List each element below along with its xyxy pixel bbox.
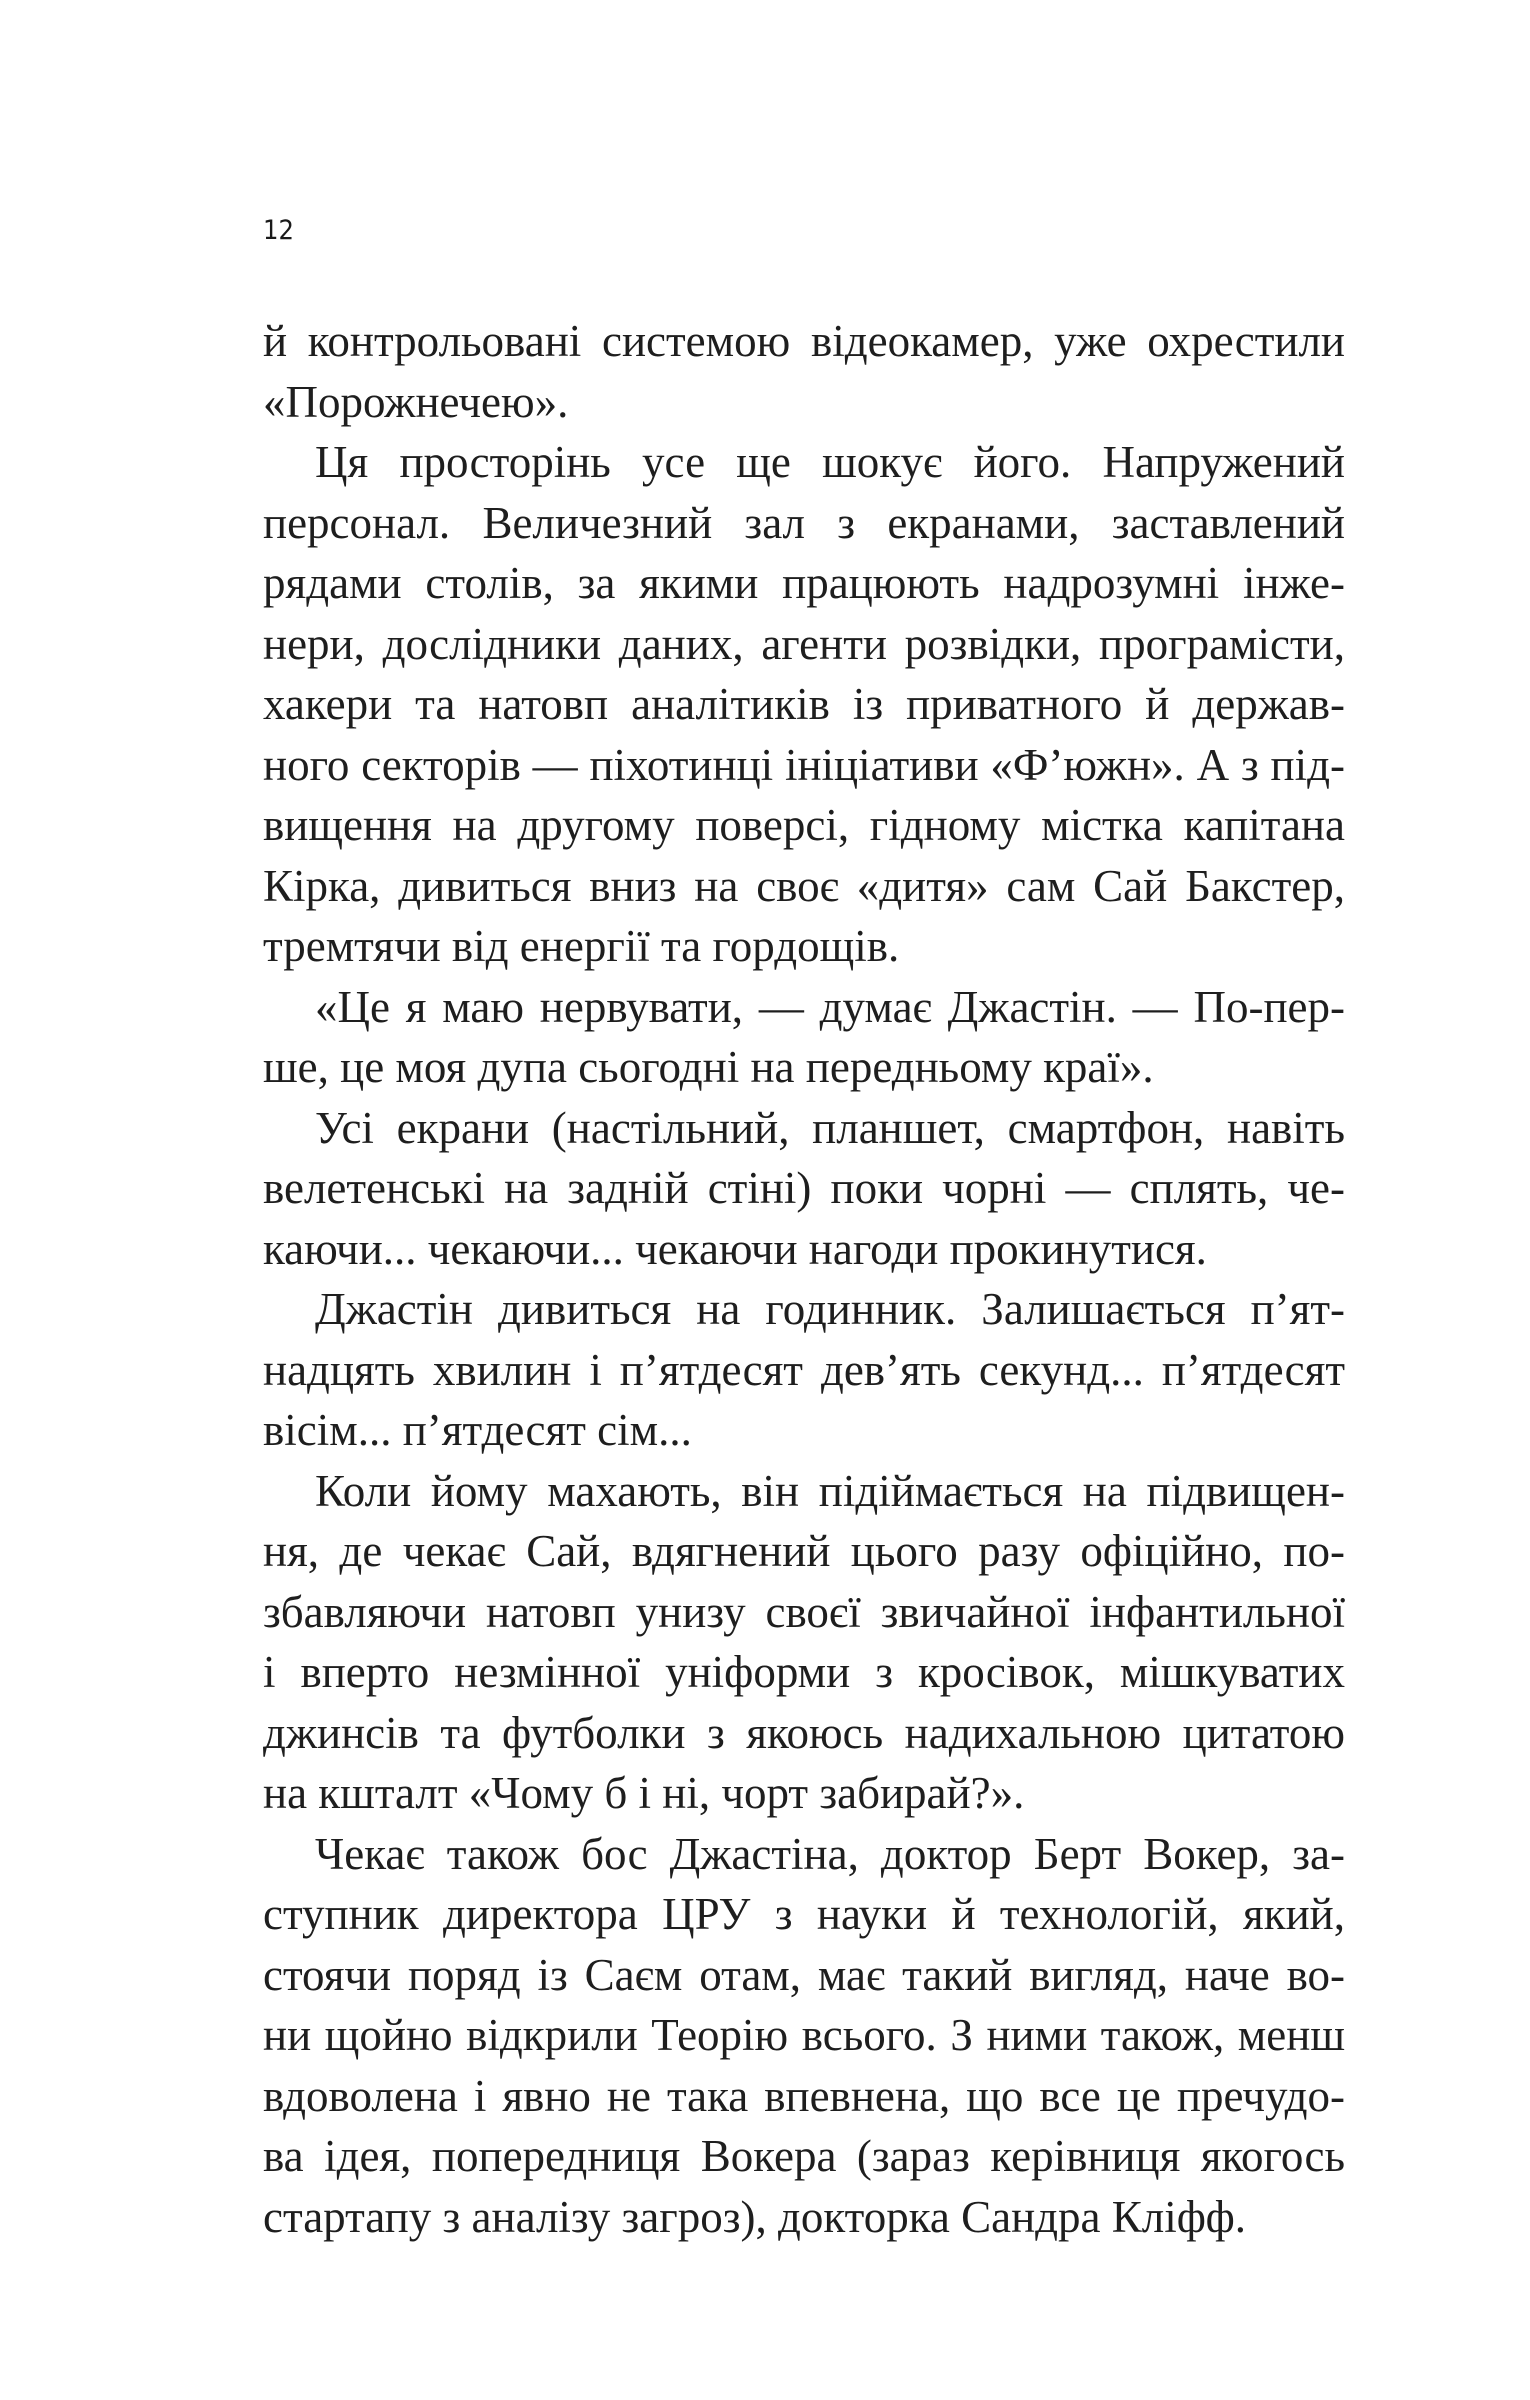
text-line: стоячи поряд із Саєм отам, має такий вигляд, наче во- (263, 1949, 1345, 2000)
text-line: тремтячи від енергії та гордощів. (263, 921, 900, 971)
body-text (263, 311, 1345, 2247)
page-number: 12 (263, 215, 294, 246)
text-line: джинсів та футболки з якоюсь надихальною цитатою (263, 1707, 1345, 1758)
text-line: вісім... п’ятдесят сім... (263, 1405, 692, 1455)
text-line: ше, це моя дупа сьогодні на передньому краї». (263, 1042, 1154, 1092)
text-line: рядами столів, за якими працюють надрозумні інже- (263, 558, 1345, 608)
text-line: нери, дослідники даних, агенти розвідки, програмісти, (263, 618, 1345, 669)
text-line: на кшталт «Чому б і ні, чорт забирай?». (263, 1768, 1025, 1818)
text-line: ни щойно відкрили Теорію всього. З ними також, менш (263, 2010, 1345, 2060)
text-line: хакери та натовп аналітиків із приватного й держав- (263, 679, 1345, 729)
text-line: й контрольовані системою відеокамер, уже охрестили (263, 316, 1345, 366)
text-line: Коли йому махають, він підіймається на підвищен- (315, 1465, 1345, 1516)
text-line: «Це я маю нервувати, — думає Джастін. — По-пер- (315, 981, 1345, 1032)
text-line: стартапу з аналізу загроз), докторка Сандра Кліфф. (263, 2191, 1247, 2242)
text-line: і вперто незмінної уніформи з кросівок, мішкуватих (263, 1647, 1345, 1697)
text-line: персонал. Величезний зал з екранами, заставлений (263, 497, 1345, 548)
text-line: вищення на другому поверсі, гідному містка капітана (263, 800, 1345, 850)
text-line: ступник директора ЦРУ з науки й технологій, який, (263, 1889, 1345, 1939)
text-line: надцять хвилин і п’ятдесят дев’ять секунд... п’ятдесят (263, 1344, 1345, 1395)
text-line: Кірка, дивиться вниз на своє «дитя» сам Сай Бакстер, (263, 860, 1345, 911)
text-line: вдоволена і явно не така впевнена, що все це пречудо- (263, 2070, 1345, 2121)
text-line: Чекає також бос Джастіна, доктор Берт Вокер, за- (315, 1828, 1345, 1879)
text-line: «Порожнечею». (263, 376, 569, 427)
text-line: ня, де чекає Сай, вдягнений цього разу офіційно, по- (263, 1526, 1345, 1576)
text-line: ва ідея, попередниця Вокера (зараз керівниця якогось (263, 2131, 1345, 2181)
text-line: Усі екрани (настільний, планшет, смартфон, навіть (315, 1102, 1345, 1153)
text-line: каючи... чекаючи... чекаючи нагоди прокинутися. (263, 1223, 1207, 1274)
text-line: збавляючи натовп унизу своєї звичайної інфантильної (263, 1586, 1345, 1637)
text-line: ного секторів — піхотинці ініціативи «Ф’южн». А з під- (263, 739, 1345, 790)
text-line: Ця просторінь усе ще шокує його. Напружений (315, 437, 1345, 487)
text-line: Джастін дивиться на годинник. Залишається п’ят- (315, 1284, 1345, 1334)
text-line: велетенські на задній стіні) поки чорні — сплять, че- (263, 1163, 1345, 1213)
